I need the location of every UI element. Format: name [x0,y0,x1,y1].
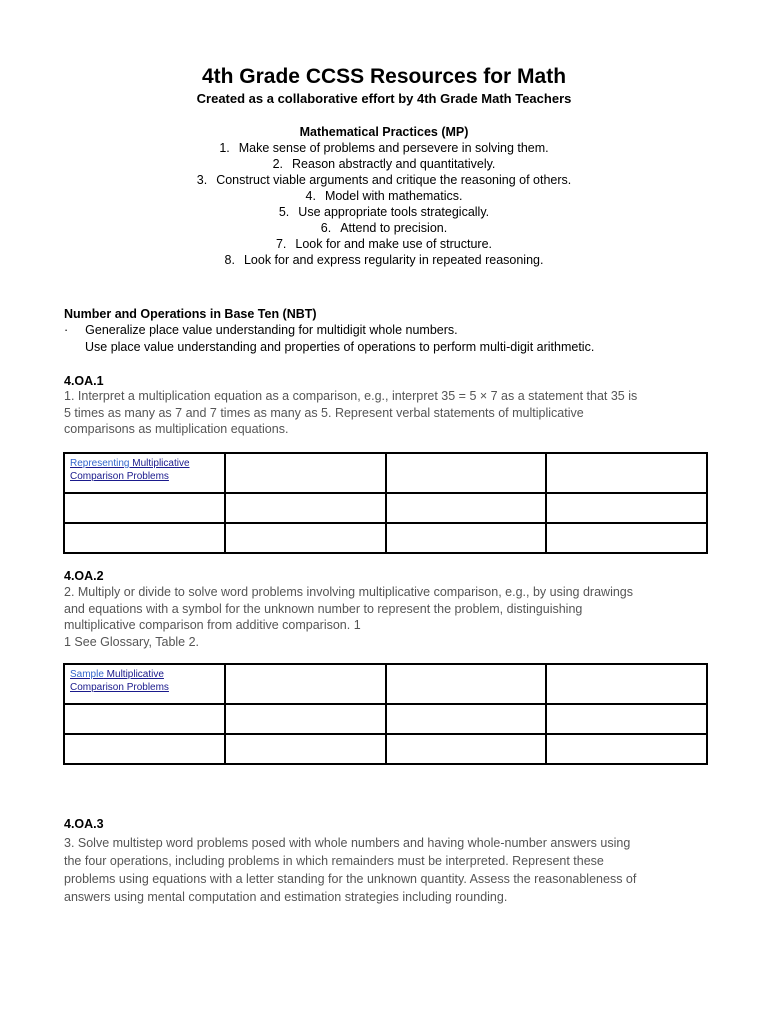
table-cell [386,734,547,764]
standard-code-4oa1: 4.OA.1 [64,374,104,388]
resource-table-4oa2 [63,663,708,765]
table-cell [225,493,386,523]
standard-code-4oa3: 4.OA.3 [64,817,104,831]
table-cell [225,734,386,764]
list-item: 6. Attend to precision. [320,221,448,235]
table-cell [386,664,547,704]
bullet: · [64,323,69,337]
mathematical-practices-list [0,140,768,268]
page-title: 4th Grade CCSS Resources for Math [201,65,567,88]
table-cell [225,453,386,493]
standard-text-4oa2: 2. Multiply or divide to solve word problems involving multiplicative comparison, e.g., by using drawings and equations with a symbol for the unknown number to represent the problem, distinguishing multiplicative comparison from additive comparison. 1 1 See Glossary, Table 2. [64,585,634,649]
page-subtitle: Created as a collaborative effort by 4th Grade Math Teachers [196,91,572,106]
table-cell [64,493,225,523]
resource-table-4oa1 [63,452,708,554]
table-cell [386,523,547,553]
table-row [64,734,707,764]
list-item: 4. Model with mathematics. [305,189,463,203]
table-row [64,664,707,704]
table-row [64,453,707,493]
table-cell [225,523,386,553]
table-cell [64,523,225,553]
table-cell [225,664,386,704]
table-cell [64,664,225,704]
table-cell [546,664,707,704]
sample-multiplicative-comparison-link[interactable]: Sample Multiplicative Comparison Problems [70,669,169,693]
list-item: 8. Look for and express regularity in repeated reasoning. [224,253,544,267]
table-cell [64,704,225,734]
list-item: 2. Reason abstractly and quantitatively. [272,157,496,171]
table-cell [225,704,386,734]
table-cell [546,734,707,764]
table-cell [546,453,707,493]
standard-code-4oa2: 4.OA.2 [64,569,104,583]
list-item: 3. Construct viable arguments and critique the reasoning of others. [196,173,572,187]
table-cell [386,704,547,734]
table-row [64,493,707,523]
table-cell [64,734,225,764]
representing-multiplicative-comparison-link[interactable]: Representing Multiplicative Comparison Problems [70,458,190,482]
table-row [64,704,707,734]
mathematical-practices-heading: Mathematical Practices (MP) [299,125,469,139]
nbt-line-1: · Generalize place value understanding for multidigit whole numbers. [64,323,458,337]
list-item: 5. Use appropriate tools strategically. [278,205,490,219]
table-cell [546,523,707,553]
nbt-heading: Number and Operations in Base Ten (NBT) [64,307,317,321]
list-item: 7. Look for and make use of structure. [275,237,493,251]
standard-text-4oa3: 3. Solve multistep word problems posed with whole numbers and having whole-number answers using the four operations, including problems in which remainders must be interpreted. Represent these problems using equations with a letter standing for the unknown quantity. Assess the reasonableness of answers using mental computation and estimation strategies including rounding. [64,836,637,904]
table-cell [546,704,707,734]
list-item: 1. Make sense of problems and persevere in solving them. [219,141,549,155]
table-cell [386,493,547,523]
nbt-line-2: Use place value understanding and properties of operations to perform multi-digit arithmetic. [85,340,595,354]
table-cell [386,453,547,493]
table-cell [546,493,707,523]
standard-text-4oa1: 1. Interpret a multiplication equation as a comparison, e.g., interpret 35 = 5 × 7 as a statement that 35 is 5 times as many as 7 and 7 times as many as 5. Represent verbal statements of multiplicative comparisons as multiplication equations. [64,389,638,436]
table-cell [64,453,225,493]
table-row [64,523,707,553]
